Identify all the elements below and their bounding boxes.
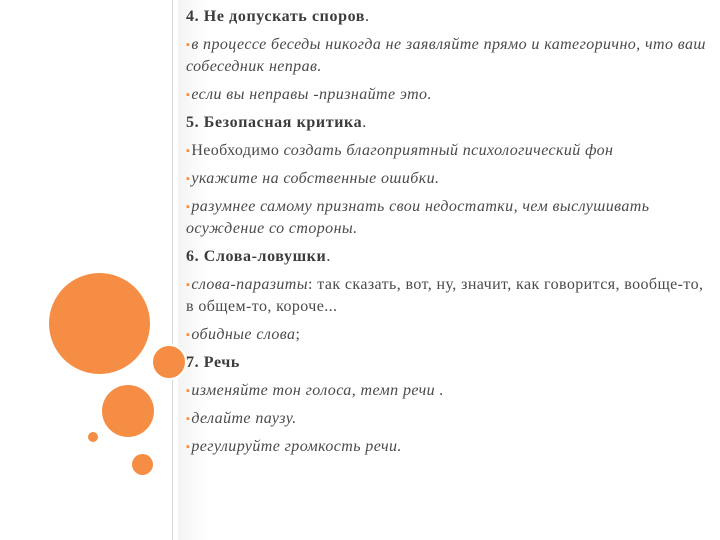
bullet-icon: ▪ <box>186 385 191 397</box>
decor-circle-large <box>49 273 150 374</box>
decor-circle-dot <box>88 432 98 442</box>
section-heading: 7. Речь <box>186 354 240 371</box>
list-item: ▪разумнее самому признать свои недостатки, чем выслушивать осуждение со стороны. <box>186 198 650 237</box>
decor-circle-tiny <box>132 454 153 475</box>
list-item: ▪делайте паузу. <box>186 410 297 427</box>
list-item: ▪обидные слова; <box>186 326 301 343</box>
bullet-icon: ▪ <box>186 413 191 425</box>
divider-line <box>172 0 173 540</box>
bullet-icon: ▪ <box>186 89 191 101</box>
list-item: ▪изменяйте тон голоса, темп речи . <box>186 382 444 399</box>
bullet-icon: ▪ <box>186 173 191 185</box>
list-item: ▪слова-паразиты: так сказать, вот, ну, значит, как говорится, вообще-то, в общем-то, короче... <box>186 276 704 315</box>
list-item: ▪регулируйте громкость речи. <box>186 438 402 455</box>
bullet-icon: ▪ <box>186 145 191 157</box>
slide-content <box>186 6 706 464</box>
bullet-icon: ▪ <box>186 279 191 291</box>
list-item: ▪Необходимо создать благоприятный психологический фон <box>186 142 614 159</box>
list-item: ▪в процессе беседы никогда не заявляйте прямо и категорично, что ваш собеседник неправ. <box>186 36 706 75</box>
decor-circle-small <box>151 344 187 380</box>
bullet-icon: ▪ <box>186 329 191 341</box>
bullet-icon: ▪ <box>186 201 191 213</box>
decor-circle-medium <box>102 385 154 437</box>
section-heading: 6. Слова-ловушки. <box>186 248 331 265</box>
list-item: ▪если вы неправы -признайте это. <box>186 86 432 103</box>
list-item: ▪укажите на собственные ошибки. <box>186 170 440 187</box>
bullet-icon: ▪ <box>186 39 191 51</box>
section-heading: 5. Безопасная критика. <box>186 114 367 131</box>
section-heading: 4. Не допускать споров. <box>186 8 370 25</box>
bullet-icon: ▪ <box>186 441 191 453</box>
